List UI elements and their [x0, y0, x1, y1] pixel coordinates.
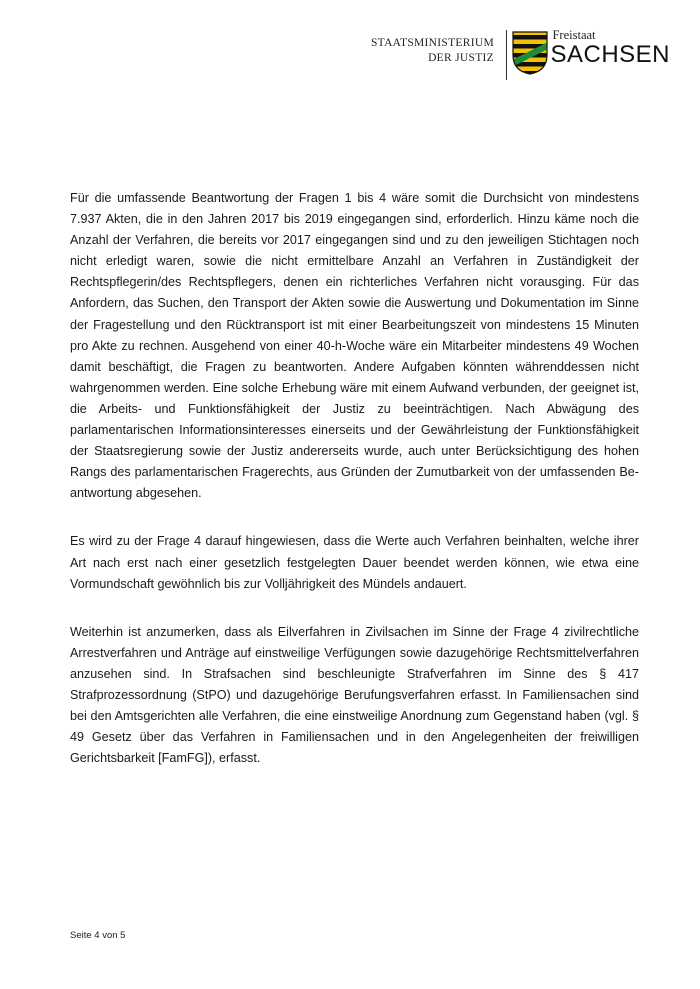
ministry-name	[371, 36, 494, 66]
paragraph-2: Es wird zu der Frage 4 darauf hingewiesen, dass die Werte auch Verfahren beinhalten, welche ihrer Art nach erst nach einer gesetzlich festgelegten Dauer beendet werden können, wie etwa eine Vormundschaft gewöhnlich bis zur Volljährigkeit des Mündels andauert.	[70, 534, 639, 591]
state-line-1: Freistaat	[552, 28, 596, 42]
paragraph-3: Weiterhin ist anzumerken, dass als Eilverfahren in Zivilsachen im Sinne der Frage 4 zivilrechtliche Arrestverfahren und Anträge auf einstweilige Verfügungen sowie dazugehörige Rechtsmittelverfahren anzusehen sind. In Strafsachen sind beschleunigte Strafverfahren im Sinne des § 417 Strafprozessordnung (StPO) und dazugehörige Berufungsverfahren erfasst. In Familiensachen sind bei den Amtsgerichten alle Verfahren, die eine einstweilige Anordnung zum Gegenstand haben (vgl. § 49 Gesetz über das Verfahren in Familiensachen und in den Angelegenheiten der freiwilligen Gerichtsbarkeit [FamFG]), erfasst.	[70, 624, 639, 766]
ministry-line-2: DER JUSTIZ	[428, 52, 494, 64]
document-body	[70, 188, 639, 796]
saxony-crest-icon	[512, 31, 548, 75]
state-name	[550, 28, 670, 68]
paragraph-1: Für die umfassende Beantwortung der Fragen 1 bis 4 wäre somit die Durchsicht von mindestens 7.937 Akten, die in den Jahren 2017 bis 2019 eingegangen sind, erforderlich. Hinzu käme noch die Anzahl der Verfahren, die bereits vor 2017 eingegangen sind und zu den jeweiligen Stichtagen noch nicht erledigt waren, sowie die nicht ermittelbare Anzahl an Verfahren in Zuständigkeit der Rechtspflegerin/des Rechtspflegers, denen ein richterliches Verfahren nicht vorausging. Für das Anfordern, das Suchen, den Transport der Akten sowie die Auswertung und Dokumentation im Sinne der Fragestellung und den Rücktransport ist mit einer Bearbeitungszeit von mindestens 15 Minuten pro Akte zu rechnen. Ausgehend von einer 40-h-Woche wäre ein Mitarbeiter mindestens 49 Wochen damit beschäftigt, die Fragen zu beantworten. Andere Aufgaben könnten währenddessen nicht wahrgenommen werden. Eine solche Erhebung wäre mit einem Aufwand verbunden, der geeignet ist, die Arbeits- und Funktionsfähigkeit der Justiz zu beeinträchtigen. Nach Abwägung des parlamentarischen Informationsinteresses einerseits und der Gewährleistung der Funktionsfähigkeit der Staatsregierung sowie der Justiz andererseits wurde, auch unter Berücksichtigung des hohen Rangs des parlamentarischen Fragerechts, aus Gründen der Zumutbarkeit von der umfassenden Beantwortung abgesehen.	[70, 191, 639, 501]
page-number: Seite 4 von 5	[70, 930, 126, 941]
ministry-line-1: STAATSMINISTERIUM	[370, 37, 494, 49]
letterhead-divider	[506, 30, 507, 80]
state-line-2: SACHSEN	[550, 41, 670, 68]
